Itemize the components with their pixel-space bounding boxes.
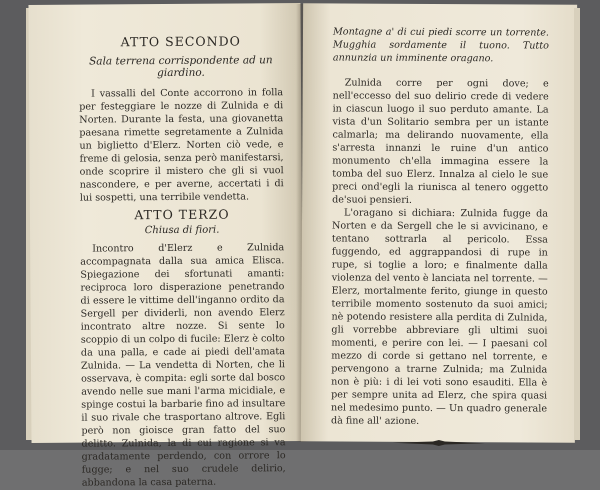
right-page-edge	[574, 8, 580, 440]
act-two-text: I vassalli del Conte accorrono in folla per festeggiare le nozze di Zulnida e di Norten. Durante la festa, una giovanetta paesana rimette segretamente a Zulnida un biglietto d'Elerz. Norten ciò vede, e freme di gelosia, senza però manifestarsi, onde scoprire il mistero che gli si vuol nascondere, e per averne, accertati i di lui sospetti, una terribile vendetta.	[79, 87, 284, 204]
act-three-text: Incontro d'Elerz e Zulnida accompagnata dalla sua amica Elisca. Spiegazione dei sfortunati amanti: reciproca loro disperazione penetrando di essere le vittime dell'inganno ordito da Sergell per dividerli, non avendo Elerz incontrato altre nozze. Si sente lo scoppio di un colpo di fucile: Elerz è colto da una palla, e cade ai piedi dell'amata Zulnida. — La vendetta di Norten, che li osservava, è compita: egli sorte dal bosco avendo nelle sue mani l'arma micidiale, e spinge costui la barbarie fino ad insultare il suo rivale che trasportano altrove. Egli però non gioisce gran fatto del suo delitto. Zulnida, la di cui ragione si va gradatamente perdendo, con orrore lo fugge; e nel suo crudele delirio, abbandona la casa paterna.	[80, 242, 286, 489]
right-paragraph-2: L'oragano si dichiara: Zulnida fugge da Norten e da Sergell che le si avvicinano, e tentano sottrarla al pericolo. Essa fuggendo, ed aggrappandosi di rupe in rupe, si toglie a loro; e finalmente dalla violenza del vento è lanciata nel torrente. — Elerz, mortalmente ferito, giunge in questo terribile momento sostenuto da suoi amici; nè potendo resistere alla perdita di Zulnida, gli vorrebbe abbreviare gli ultimi suoi momenti, e perire con lei. — I paesani col mezzo di corde si gettano nel torrente, e pervengono a trarne Zulnida; ma Zulnida non è più: i di lei voti sono esauditi. Ella è per sempre unita ad Elerz, che spira quasi nel medesimo punto. — Un quadro generale dà fine all' azione.	[330, 207, 549, 427]
act-two-scene: Sala terrena corrispondente ad un giardino.	[89, 54, 273, 80]
left-page	[28, 3, 303, 489]
act-two-title: ATTO SECONDO	[120, 33, 241, 50]
act-three-scene: Chiusa di fiori.	[144, 224, 220, 237]
act-three-title: ATTO TERZO	[134, 206, 230, 223]
right-paragraph-1: Zulnida corre per ogni dove; e nell'eccesso del suo delirio crede di vedere in ciascun luogo il suo perduto amante. La vista d'un Solitario sembra per un istante calmarla; ma delirando nuovamente, ella s'arresta innanzi le ruine d'un antico monumento ch'ella immagina essere la tomba del suo Elerz. Innalza al cielo le sue preci ond'egli la riunisca al tenero oggetto de'suoi pensieri.	[332, 77, 549, 206]
scene-description: Montagne a' di cui piedi scorre un torrente. Mugghia sordamente il tuono. Tutto annunzia un imminente oragano.	[332, 26, 550, 65]
end-ornament	[393, 440, 485, 446]
right-page	[301, 3, 577, 442]
